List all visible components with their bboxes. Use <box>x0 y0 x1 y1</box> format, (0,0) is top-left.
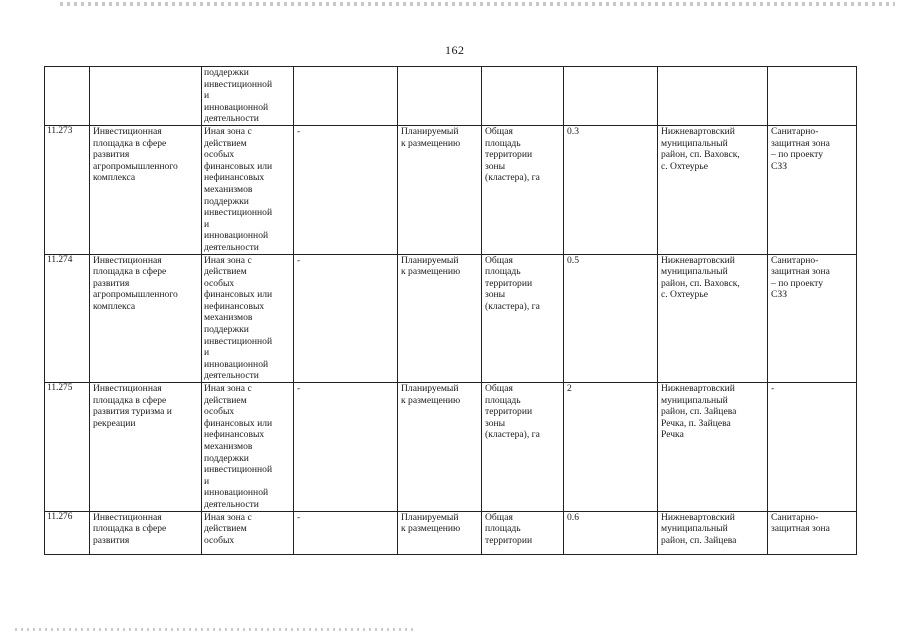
cell-value <box>564 67 658 126</box>
cell-number: 11.274 <box>45 254 90 383</box>
cell-name: Инвестиционная площадка в сфере развития туризма и рекреации <box>90 383 202 512</box>
scan-noise-bottom <box>15 628 415 631</box>
cell-status: Планируемый к размещению <box>398 511 482 554</box>
cell-column-4: - <box>294 125 398 254</box>
cell-location: Нижневартовский муниципальный район, сп. Ваховск, с. Охтеурье <box>658 254 768 383</box>
cell-name <box>90 67 202 126</box>
table-row <box>45 67 857 126</box>
cell-status: Планируемый к размещению <box>398 254 482 383</box>
cell-column-4 <box>294 67 398 126</box>
cell-indicator <box>482 67 564 126</box>
zones-table <box>44 66 857 555</box>
cell-status: Планируемый к размещению <box>398 125 482 254</box>
cell-column-4: - <box>294 511 398 554</box>
table-row <box>45 383 857 512</box>
cell-location <box>658 67 768 126</box>
cell-name: Инвестиционная площадка в сфере развития агропромышленного комплекса <box>90 254 202 383</box>
cell-column-4: - <box>294 383 398 512</box>
cell-restrictions <box>768 67 857 126</box>
cell-location: Нижневартовский муниципальный район, сп. Зайцева Речка, п. Зайцева Речка <box>658 383 768 512</box>
cell-zone-type: Иная зона с действием особых финансовых или нефинансовых механизмов поддержки инвестиционной и инновационной деятельности <box>202 254 294 383</box>
cell-status <box>398 67 482 126</box>
cell-restrictions: Санитарно- защитная зона – по проекту СЗЗ <box>768 254 857 383</box>
cell-zone-type: Иная зона с действием особых <box>202 511 294 554</box>
cell-number: 11.273 <box>45 125 90 254</box>
cell-number: 11.275 <box>45 383 90 512</box>
cell-indicator: Общая площадь территории зоны (кластера), га <box>482 383 564 512</box>
cell-restrictions: Санитарно- защитная зона – по проекту СЗЗ <box>768 125 857 254</box>
cell-value: 0.5 <box>564 254 658 383</box>
cell-name: Инвестиционная площадка в сфере развития агропромышленного комплекса <box>90 125 202 254</box>
page-number: 162 <box>445 43 465 57</box>
cell-indicator: Общая площадь территории <box>482 511 564 554</box>
cell-value: 2 <box>564 383 658 512</box>
cell-restrictions: - <box>768 383 857 512</box>
table-row <box>45 125 857 254</box>
cell-zone-type: Иная зона с действием особых финансовых или нефинансовых механизмов поддержки инвестиционной и инновационной деятельности <box>202 125 294 254</box>
cell-location: Нижневартовский муниципальный район, сп. Зайцева <box>658 511 768 554</box>
table-row <box>45 511 857 554</box>
cell-number <box>45 67 90 126</box>
table-row <box>45 254 857 383</box>
cell-status: Планируемый к размещению <box>398 383 482 512</box>
cell-zone-type: Иная зона с действием особых финансовых или нефинансовых механизмов поддержки инвестиционной и инновационной деятельности <box>202 383 294 512</box>
cell-name: Инвестиционная площадка в сфере развития <box>90 511 202 554</box>
cell-location: Нижневартовский муниципальный район, сп. Ваховск, с. Охтеурье <box>658 125 768 254</box>
cell-column-4: - <box>294 254 398 383</box>
cell-value: 0.3 <box>564 125 658 254</box>
cell-indicator: Общая площадь территории зоны (кластера), га <box>482 125 564 254</box>
cell-restrictions: Санитарно- защитная зона <box>768 511 857 554</box>
cell-value: 0.6 <box>564 511 658 554</box>
scan-noise-top <box>60 2 895 6</box>
cell-indicator: Общая площадь территории зоны (кластера), га <box>482 254 564 383</box>
cell-zone-type: поддержки инвестиционной и инновационной деятельности <box>202 67 294 126</box>
zones-table-wrapper <box>44 66 857 555</box>
cell-number: 11.276 <box>45 511 90 554</box>
